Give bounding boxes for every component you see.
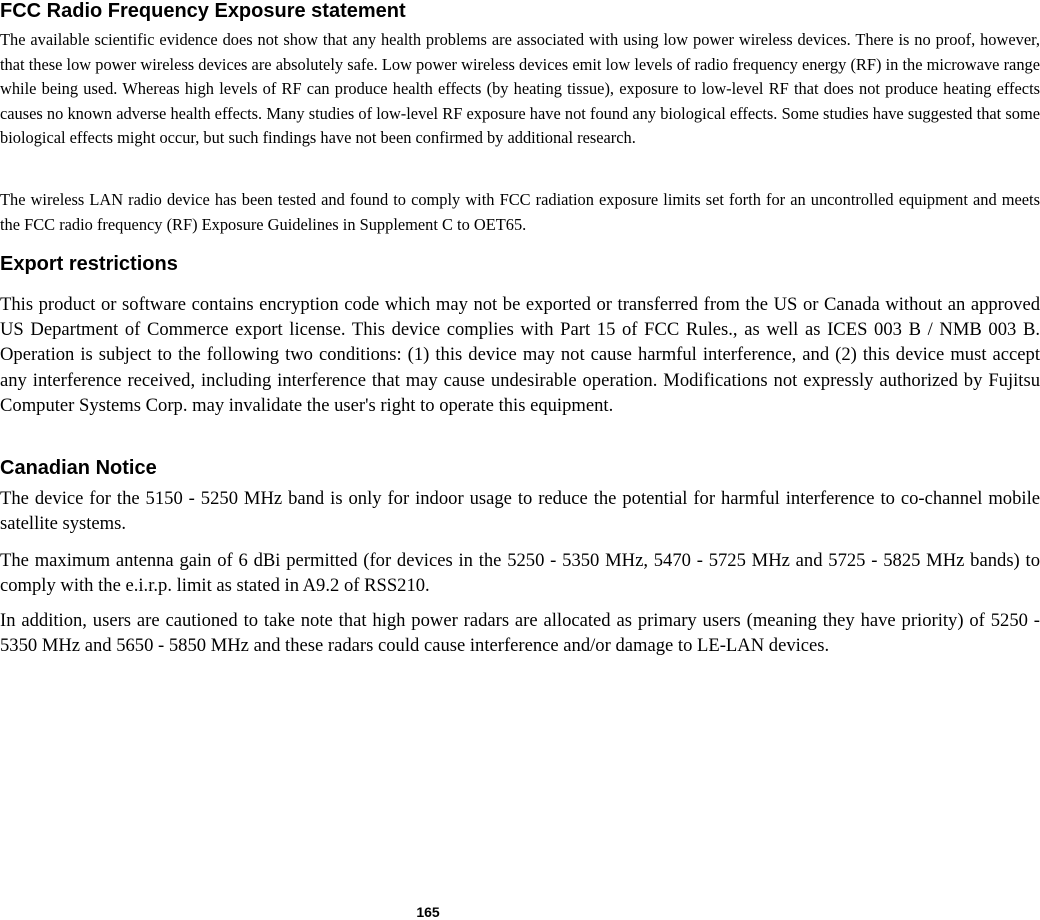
heading-fcc-rf-exposure: FCC Radio Frequency Exposure statement: [0, 0, 406, 22]
paragraph-wlan-compliance: The wireless LAN radio device has been tested and found to comply with FCC radiation exposure limits set forth for an uncontrolled equipment and meets the FCC radio frequency (RF) Exposure Guidelines in Supplement C to OET65.: [0, 190, 1040, 234]
page-number: 165: [416, 904, 440, 920]
paragraph-export-encryption: This product or software contains encryption code which may not be exported or transferred from the US or Canada without an approved US Department of Commerce export license. This device complies with Part 15 of FCC Rules., as well as ICES 003 B / NMB 003 B. Operation is subject to the following two conditions: (1) this device may not cause harmful interference, and (2) this device must accept any interference received, including interference that may cause undesirable operation. Modifications not expressly authorized by Fujitsu Computer Systems Corp. may invalidate the user's right to operate this equipment.: [0, 294, 1040, 416]
paragraph-rf-health-evidence: The available scientific evidence does not show that any health problems are associated with using low power wireless devices. There is no proof, however, that these low power wireless devices are absolutely safe. Low power wireless devices emit low levels of radio frequency energy (RF) in the microwave range while being used. Whereas high levels of RF can produce health effects (by heating tissue), exposure to low-level RF that does not produce heating effects causes no known adverse health effects. Many studies of low-level RF exposure have not found any biological effects. Some studies have suggested that some biological effects might occur, but such findings have not been confirmed by additional research.: [0, 30, 1040, 147]
paragraph-antenna-gain: The maximum antenna gain of 6 dBi permitted (for devices in the 5250 - 5350 MHz, 5470 - 5725 MHz and 5725 - 5825 MHz bands) to comply with the e.i.r.p. limit as stated in A9.2 of RSS210.: [0, 550, 1040, 597]
paragraph-high-power-radars: In addition, users are cautioned to take note that high power radars are allocated as primary users (meaning they have priority) of 5250 - 5350 MHz and 5650 - 5850 MHz and these radars could cause interference and/or damage to LE-LAN devices.: [0, 610, 1040, 657]
paragraph-indoor-usage: The device for the 5150 - 5250 MHz band is only for indoor usage to reduce the potential for harmful interference to co-channel mobile satellite systems.: [0, 488, 1040, 535]
heading-canadian-notice: Canadian Notice: [0, 457, 157, 479]
heading-export-restrictions: Export restrictions: [0, 253, 178, 275]
